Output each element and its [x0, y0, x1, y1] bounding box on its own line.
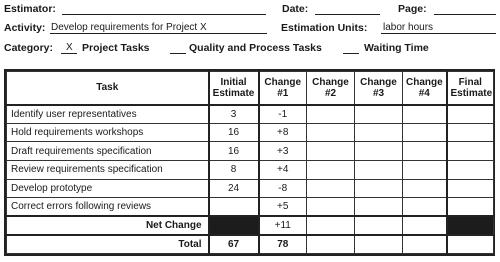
category-quality-label: Quality and Process Tasks	[189, 42, 322, 54]
change2-cell[interactable]	[307, 160, 355, 179]
category-waiting-label: Waiting Time	[364, 42, 429, 54]
header-line-activity	[4, 20, 498, 36]
col-header-initial	[209, 72, 259, 105]
change3-cell[interactable]	[355, 160, 403, 179]
units-label: Estimation Units:	[281, 22, 368, 34]
col-header-final-l1: Final	[458, 76, 482, 88]
net-change-label: Net Change	[7, 216, 209, 235]
activity-value: Develop requirements for Project X	[51, 22, 207, 33]
total-row	[7, 235, 494, 254]
category-project-mark: X	[66, 42, 73, 53]
activity-label: Activity:	[4, 22, 46, 34]
col-header-change2	[307, 72, 355, 105]
col-header-change1-l1: Change	[264, 76, 302, 88]
table-row	[7, 179, 494, 198]
initial-cell[interactable]	[209, 198, 259, 217]
col-header-change1-l2: #1	[277, 87, 289, 99]
final-cell[interactable]	[447, 179, 494, 198]
col-header-change4-l1: Change	[406, 76, 443, 88]
change4-cell[interactable]	[403, 105, 447, 124]
col-header-final-l2: Estimate	[450, 87, 493, 99]
table-row	[7, 123, 494, 142]
table-row	[7, 105, 494, 124]
total-change3[interactable]	[355, 235, 403, 254]
net-change-change3[interactable]	[355, 216, 403, 235]
category-waiting-checkline[interactable]	[343, 53, 359, 54]
units-field	[281, 20, 367, 36]
col-header-change4	[403, 72, 447, 105]
net-change-row	[7, 216, 494, 235]
table-row	[7, 142, 494, 161]
change4-cell[interactable]	[403, 160, 447, 179]
category-quality-checkline[interactable]	[170, 53, 186, 54]
col-header-change2-l2: #2	[324, 87, 337, 99]
table-row	[7, 160, 494, 179]
net-change-change1[interactable]: +11	[259, 216, 307, 235]
net-change-initial-blackout	[209, 216, 259, 235]
col-header-initial-l2: Estimate	[212, 87, 255, 99]
date-label: Date:	[282, 3, 309, 15]
total-label: Total	[7, 235, 209, 254]
category-project-label: Project Tasks	[82, 42, 150, 54]
change3-cell[interactable]	[355, 105, 403, 124]
col-header-change4-l2: #4	[418, 87, 430, 99]
change4-cell[interactable]	[403, 179, 447, 198]
change2-cell[interactable]	[307, 179, 355, 198]
change2-cell[interactable]	[307, 105, 355, 124]
initial-cell[interactable]: 16	[209, 123, 259, 142]
net-change-change4[interactable]	[403, 216, 447, 235]
date-field	[282, 1, 308, 17]
initial-cell[interactable]: 24	[209, 179, 259, 198]
final-cell[interactable]	[447, 123, 494, 142]
total-change4[interactable]	[403, 235, 447, 254]
category-label: Category:	[4, 42, 54, 54]
change1-cell[interactable]: +5	[259, 198, 307, 217]
task-cell: Develop prototype	[7, 179, 209, 198]
change3-cell[interactable]	[355, 123, 403, 142]
col-header-change1	[259, 72, 307, 105]
total-final[interactable]	[447, 235, 494, 254]
estimator-field	[4, 1, 56, 17]
estimator-line[interactable]	[62, 14, 266, 15]
col-header-task-text: Task	[96, 82, 119, 94]
col-header-change3	[355, 72, 403, 105]
change1-cell[interactable]: -8	[259, 179, 307, 198]
date-line[interactable]	[315, 14, 380, 15]
change4-cell[interactable]	[403, 142, 447, 161]
category-field	[4, 40, 53, 56]
estimate-table	[4, 69, 495, 256]
change1-cell[interactable]: -1	[259, 105, 307, 124]
change3-cell[interactable]	[355, 142, 403, 161]
total-change1[interactable]: 78	[259, 235, 307, 254]
col-header-final	[447, 72, 494, 105]
estimate-table-grid	[6, 71, 494, 254]
net-change-change2[interactable]	[307, 216, 355, 235]
col-header-task	[7, 72, 209, 105]
change4-cell[interactable]	[403, 198, 447, 217]
table-header-row	[7, 72, 494, 105]
task-cell: Correct errors following reviews	[7, 198, 209, 217]
task-cell: Draft requirements specification	[7, 142, 209, 161]
task-cell: Hold requirements workshops	[7, 123, 209, 142]
total-change2[interactable]	[307, 235, 355, 254]
col-header-change2-l1: Change	[312, 76, 349, 88]
final-cell[interactable]	[447, 198, 494, 217]
header-line-category	[4, 40, 498, 56]
final-cell[interactable]	[447, 160, 494, 179]
table-row	[7, 198, 494, 217]
change1-cell[interactable]: +4	[259, 160, 307, 179]
header-line-estimator	[4, 1, 498, 17]
change4-cell[interactable]	[403, 123, 447, 142]
change2-cell[interactable]	[307, 123, 355, 142]
total-initial[interactable]: 67	[209, 235, 259, 254]
col-header-initial-l1: Initial	[220, 76, 247, 88]
change2-cell[interactable]	[307, 198, 355, 217]
net-change-final-blackout	[447, 216, 494, 235]
col-header-change3-l1: Change	[360, 76, 397, 88]
change1-cell[interactable]: +8	[259, 123, 307, 142]
initial-cell[interactable]: 3	[209, 105, 259, 124]
activity-field	[4, 20, 45, 36]
page-line[interactable]	[434, 14, 496, 15]
final-cell[interactable]	[447, 142, 494, 161]
task-cell: Review requirements specification	[7, 160, 209, 179]
initial-cell[interactable]: 8	[209, 160, 259, 179]
change1-cell[interactable]: +3	[259, 142, 307, 161]
change3-cell[interactable]	[355, 179, 403, 198]
estimator-label: Estimator:	[4, 3, 56, 15]
change2-cell[interactable]	[307, 142, 355, 161]
task-cell: Identify user representatives	[7, 105, 209, 124]
page-field	[398, 1, 427, 17]
page-label: Page:	[398, 3, 427, 15]
units-value: labor hours	[383, 22, 434, 33]
col-header-change3-l2: #3	[372, 87, 385, 99]
change3-cell[interactable]	[355, 198, 403, 217]
initial-cell[interactable]: 16	[209, 142, 259, 161]
final-cell[interactable]	[447, 105, 494, 124]
